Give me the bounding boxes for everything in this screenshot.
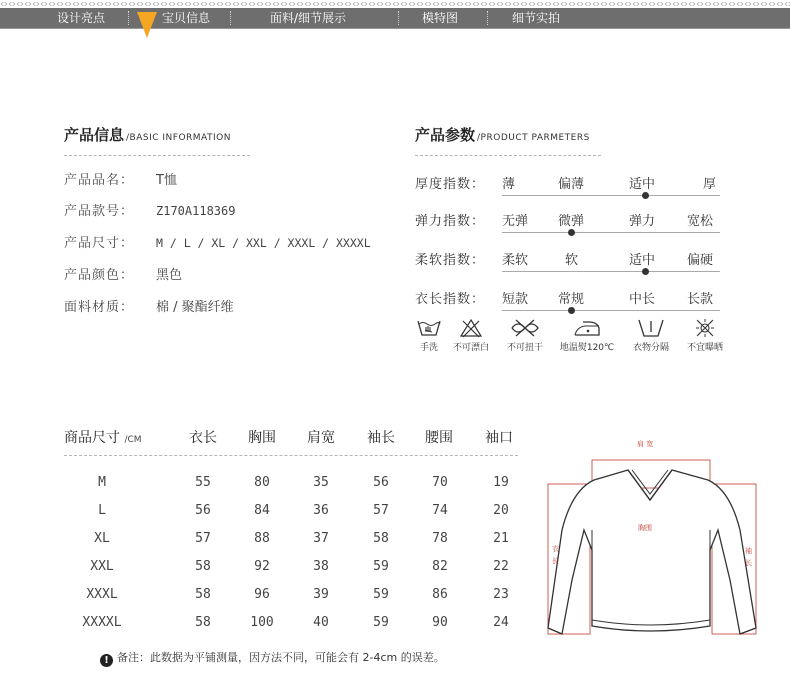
col-header-cuff: 袖口 bbox=[485, 430, 513, 446]
size-cell: XL bbox=[94, 531, 110, 546]
table-cell: 35 bbox=[313, 475, 329, 490]
info-value: 黑色 bbox=[156, 268, 183, 283]
sleeve-label-bottom: 长 bbox=[745, 559, 752, 567]
param-option: 厚 bbox=[703, 177, 717, 192]
param-label: 衣长指数： bbox=[415, 292, 486, 307]
nav-item-product-info[interactable]: 宝贝信息 bbox=[162, 11, 211, 25]
size-table-title bbox=[64, 427, 142, 447]
size-cell: XXL bbox=[90, 559, 114, 574]
no-bleach-icon bbox=[458, 318, 484, 338]
param-option: 中长 bbox=[629, 292, 656, 307]
sleeve-label-top: 袖 bbox=[745, 547, 752, 555]
product-params-title bbox=[415, 124, 590, 145]
info-row-color bbox=[64, 264, 182, 283]
info-label: 产品尺寸： bbox=[64, 236, 135, 251]
table-cell: 88 bbox=[254, 531, 270, 546]
param-indicator-dot bbox=[642, 192, 649, 199]
measurement-note bbox=[100, 649, 445, 667]
table-cell: 39 bbox=[313, 587, 329, 602]
table-cell: 70 bbox=[432, 475, 448, 490]
param-label: 厚度指数： bbox=[415, 177, 486, 192]
col-header-shoulder: 肩宽 bbox=[307, 430, 335, 446]
table-cell: 20 bbox=[493, 503, 509, 518]
table-cell: 58 bbox=[373, 531, 389, 546]
divider bbox=[415, 155, 601, 156]
nav-item-fabric-details[interactable]: 面料/细节展示 bbox=[270, 11, 347, 25]
table-cell: 57 bbox=[373, 503, 389, 518]
warning-icon: ! bbox=[100, 654, 113, 667]
param-option: 偏薄 bbox=[558, 177, 585, 192]
care-item-low-iron bbox=[554, 318, 620, 353]
info-value: 棉 / 聚酯纤维 bbox=[156, 300, 234, 315]
table-cell: 37 bbox=[313, 531, 329, 546]
table-cell: 23 bbox=[493, 587, 509, 602]
tshirt-icon bbox=[540, 430, 780, 650]
length-label-top: 衣 bbox=[552, 545, 559, 553]
table-cell: 84 bbox=[254, 503, 270, 518]
table-cell: 57 bbox=[195, 531, 211, 546]
table-cell: 58 bbox=[195, 587, 211, 602]
info-row-sizes bbox=[64, 232, 371, 251]
size-cell: M bbox=[98, 475, 106, 490]
table-cell: 58 bbox=[195, 559, 211, 574]
chest-label: 胸围 bbox=[638, 524, 652, 532]
separate-wash-icon bbox=[636, 318, 666, 338]
table-cell: 56 bbox=[195, 503, 211, 518]
param-option: 适中 bbox=[629, 253, 656, 268]
care-label: 地温熨120℃ bbox=[559, 343, 615, 353]
section-title-cn: 产品参数 bbox=[415, 126, 476, 144]
table-title-cn: 商品尺寸 bbox=[64, 430, 120, 446]
table-cell: 80 bbox=[254, 475, 270, 490]
param-row-elasticity bbox=[415, 210, 725, 234]
table-cell: 19 bbox=[493, 475, 509, 490]
info-row-material bbox=[64, 296, 234, 315]
table-cell: 58 bbox=[195, 615, 211, 630]
col-header-length: 衣长 bbox=[189, 430, 217, 446]
section-title-en: /BASIC INFORMATION bbox=[126, 133, 231, 143]
param-scale-line bbox=[502, 232, 720, 233]
param-scale-line bbox=[502, 195, 720, 196]
table-cell: 56 bbox=[373, 475, 389, 490]
care-label: 衣物分隔 bbox=[632, 343, 669, 353]
care-label: 不可漂白 bbox=[452, 343, 489, 353]
section-title-cn: 产品信息 bbox=[64, 126, 125, 144]
col-header-waist: 腰围 bbox=[425, 430, 453, 446]
table-cell: 100 bbox=[250, 615, 274, 630]
shoulder-label: 肩 宽 bbox=[637, 440, 654, 448]
info-label: 产品颜色： bbox=[64, 268, 135, 283]
param-indicator-dot bbox=[568, 229, 575, 236]
care-item-no-sun bbox=[680, 318, 730, 353]
param-option: 无弹 bbox=[502, 214, 529, 229]
nav-separator bbox=[128, 11, 130, 25]
size-cell: XXXXL bbox=[82, 615, 122, 630]
table-cell: 92 bbox=[254, 559, 270, 574]
info-row-name bbox=[64, 169, 177, 188]
care-item-hand-wash bbox=[414, 318, 444, 353]
table-title-unit: /CM bbox=[124, 435, 142, 445]
param-option: 微弹 bbox=[558, 214, 585, 229]
length-label-bottom: 长 bbox=[552, 557, 559, 565]
info-row-style-no bbox=[64, 200, 235, 219]
table-cell: 96 bbox=[254, 587, 270, 602]
low-iron-icon bbox=[571, 318, 603, 338]
param-option: 常规 bbox=[558, 292, 585, 307]
top-navigation bbox=[0, 0, 790, 30]
table-divider bbox=[64, 455, 518, 456]
size-cell: XXXL bbox=[86, 587, 118, 602]
nav-item-model-photos[interactable]: 模特图 bbox=[422, 11, 459, 25]
param-option: 短款 bbox=[502, 292, 529, 307]
info-value: T恤 bbox=[156, 173, 177, 188]
table-cell: 55 bbox=[195, 475, 211, 490]
table-cell: 38 bbox=[313, 559, 329, 574]
garment-measurement-diagram bbox=[540, 430, 780, 650]
info-value: Z170A118369 bbox=[156, 204, 236, 218]
param-indicator-dot bbox=[642, 268, 649, 275]
care-label: 不宜曝晒 bbox=[686, 343, 723, 353]
decorative-border bbox=[0, 0, 790, 8]
nav-item-detail-shots[interactable]: 细节实拍 bbox=[512, 11, 561, 25]
param-option: 宽松 bbox=[687, 214, 714, 229]
section-title-en: /PRODUCT PARMETERS bbox=[477, 133, 590, 143]
param-option: 软 bbox=[565, 253, 579, 268]
param-option: 长款 bbox=[687, 292, 714, 307]
active-nav-marker bbox=[137, 12, 157, 38]
param-option: 弹力 bbox=[629, 214, 656, 229]
no-sun-icon bbox=[692, 318, 718, 338]
nav-bar bbox=[0, 8, 790, 28]
table-cell: 90 bbox=[432, 615, 448, 630]
care-label: 手洗 bbox=[419, 343, 438, 353]
hand-wash-icon bbox=[416, 318, 442, 338]
table-cell: 78 bbox=[432, 531, 448, 546]
product-info-title bbox=[64, 124, 231, 145]
care-item-no-bleach bbox=[446, 318, 496, 353]
note-text: 备注：此数据为平铺测量，因方法不同，可能会有 2-4cm 的误差。 bbox=[117, 651, 445, 664]
table-cell: 24 bbox=[493, 615, 509, 630]
param-indicator-dot bbox=[568, 307, 575, 314]
col-header-sleeve: 袖长 bbox=[367, 430, 395, 446]
param-scale-line bbox=[502, 310, 720, 311]
param-label: 弹力指数： bbox=[415, 214, 486, 229]
param-option: 薄 bbox=[502, 177, 516, 192]
care-label: 不可扭干 bbox=[506, 343, 543, 353]
info-value: M / L / XL / XXL / XXXL / XXXXL bbox=[156, 236, 371, 250]
table-cell: 36 bbox=[313, 503, 329, 518]
size-cell: L bbox=[98, 503, 106, 518]
table-cell: 59 bbox=[373, 615, 389, 630]
param-row-softness bbox=[415, 249, 725, 273]
care-item-no-wring bbox=[500, 318, 550, 353]
table-cell: 82 bbox=[432, 559, 448, 574]
table-cell: 21 bbox=[493, 531, 509, 546]
param-row-length bbox=[415, 288, 725, 312]
table-cell: 59 bbox=[373, 587, 389, 602]
table-cell: 22 bbox=[493, 559, 509, 574]
table-cell: 86 bbox=[432, 587, 448, 602]
nav-separator bbox=[398, 11, 400, 25]
param-option: 柔软 bbox=[502, 253, 529, 268]
info-label: 面料材质： bbox=[64, 300, 135, 315]
no-wring-icon bbox=[508, 318, 542, 338]
param-row-thickness bbox=[415, 173, 725, 197]
care-item-separate-wash bbox=[624, 318, 678, 353]
nav-divider bbox=[0, 28, 790, 29]
divider bbox=[64, 155, 250, 156]
param-option: 偏硬 bbox=[687, 253, 714, 268]
param-label: 柔软指数： bbox=[415, 253, 486, 268]
table-cell: 74 bbox=[432, 503, 448, 518]
nav-item-design-highlights[interactable]: 设计亮点 bbox=[57, 11, 106, 25]
param-option: 适中 bbox=[629, 177, 656, 192]
table-cell: 59 bbox=[373, 559, 389, 574]
param-scale-line bbox=[502, 271, 720, 272]
table-cell: 40 bbox=[313, 615, 329, 630]
nav-separator bbox=[230, 11, 232, 25]
col-header-chest: 胸围 bbox=[248, 430, 276, 446]
info-label: 产品款号： bbox=[64, 204, 135, 219]
nav-separator bbox=[487, 11, 489, 25]
info-label: 产品品名： bbox=[64, 173, 135, 188]
